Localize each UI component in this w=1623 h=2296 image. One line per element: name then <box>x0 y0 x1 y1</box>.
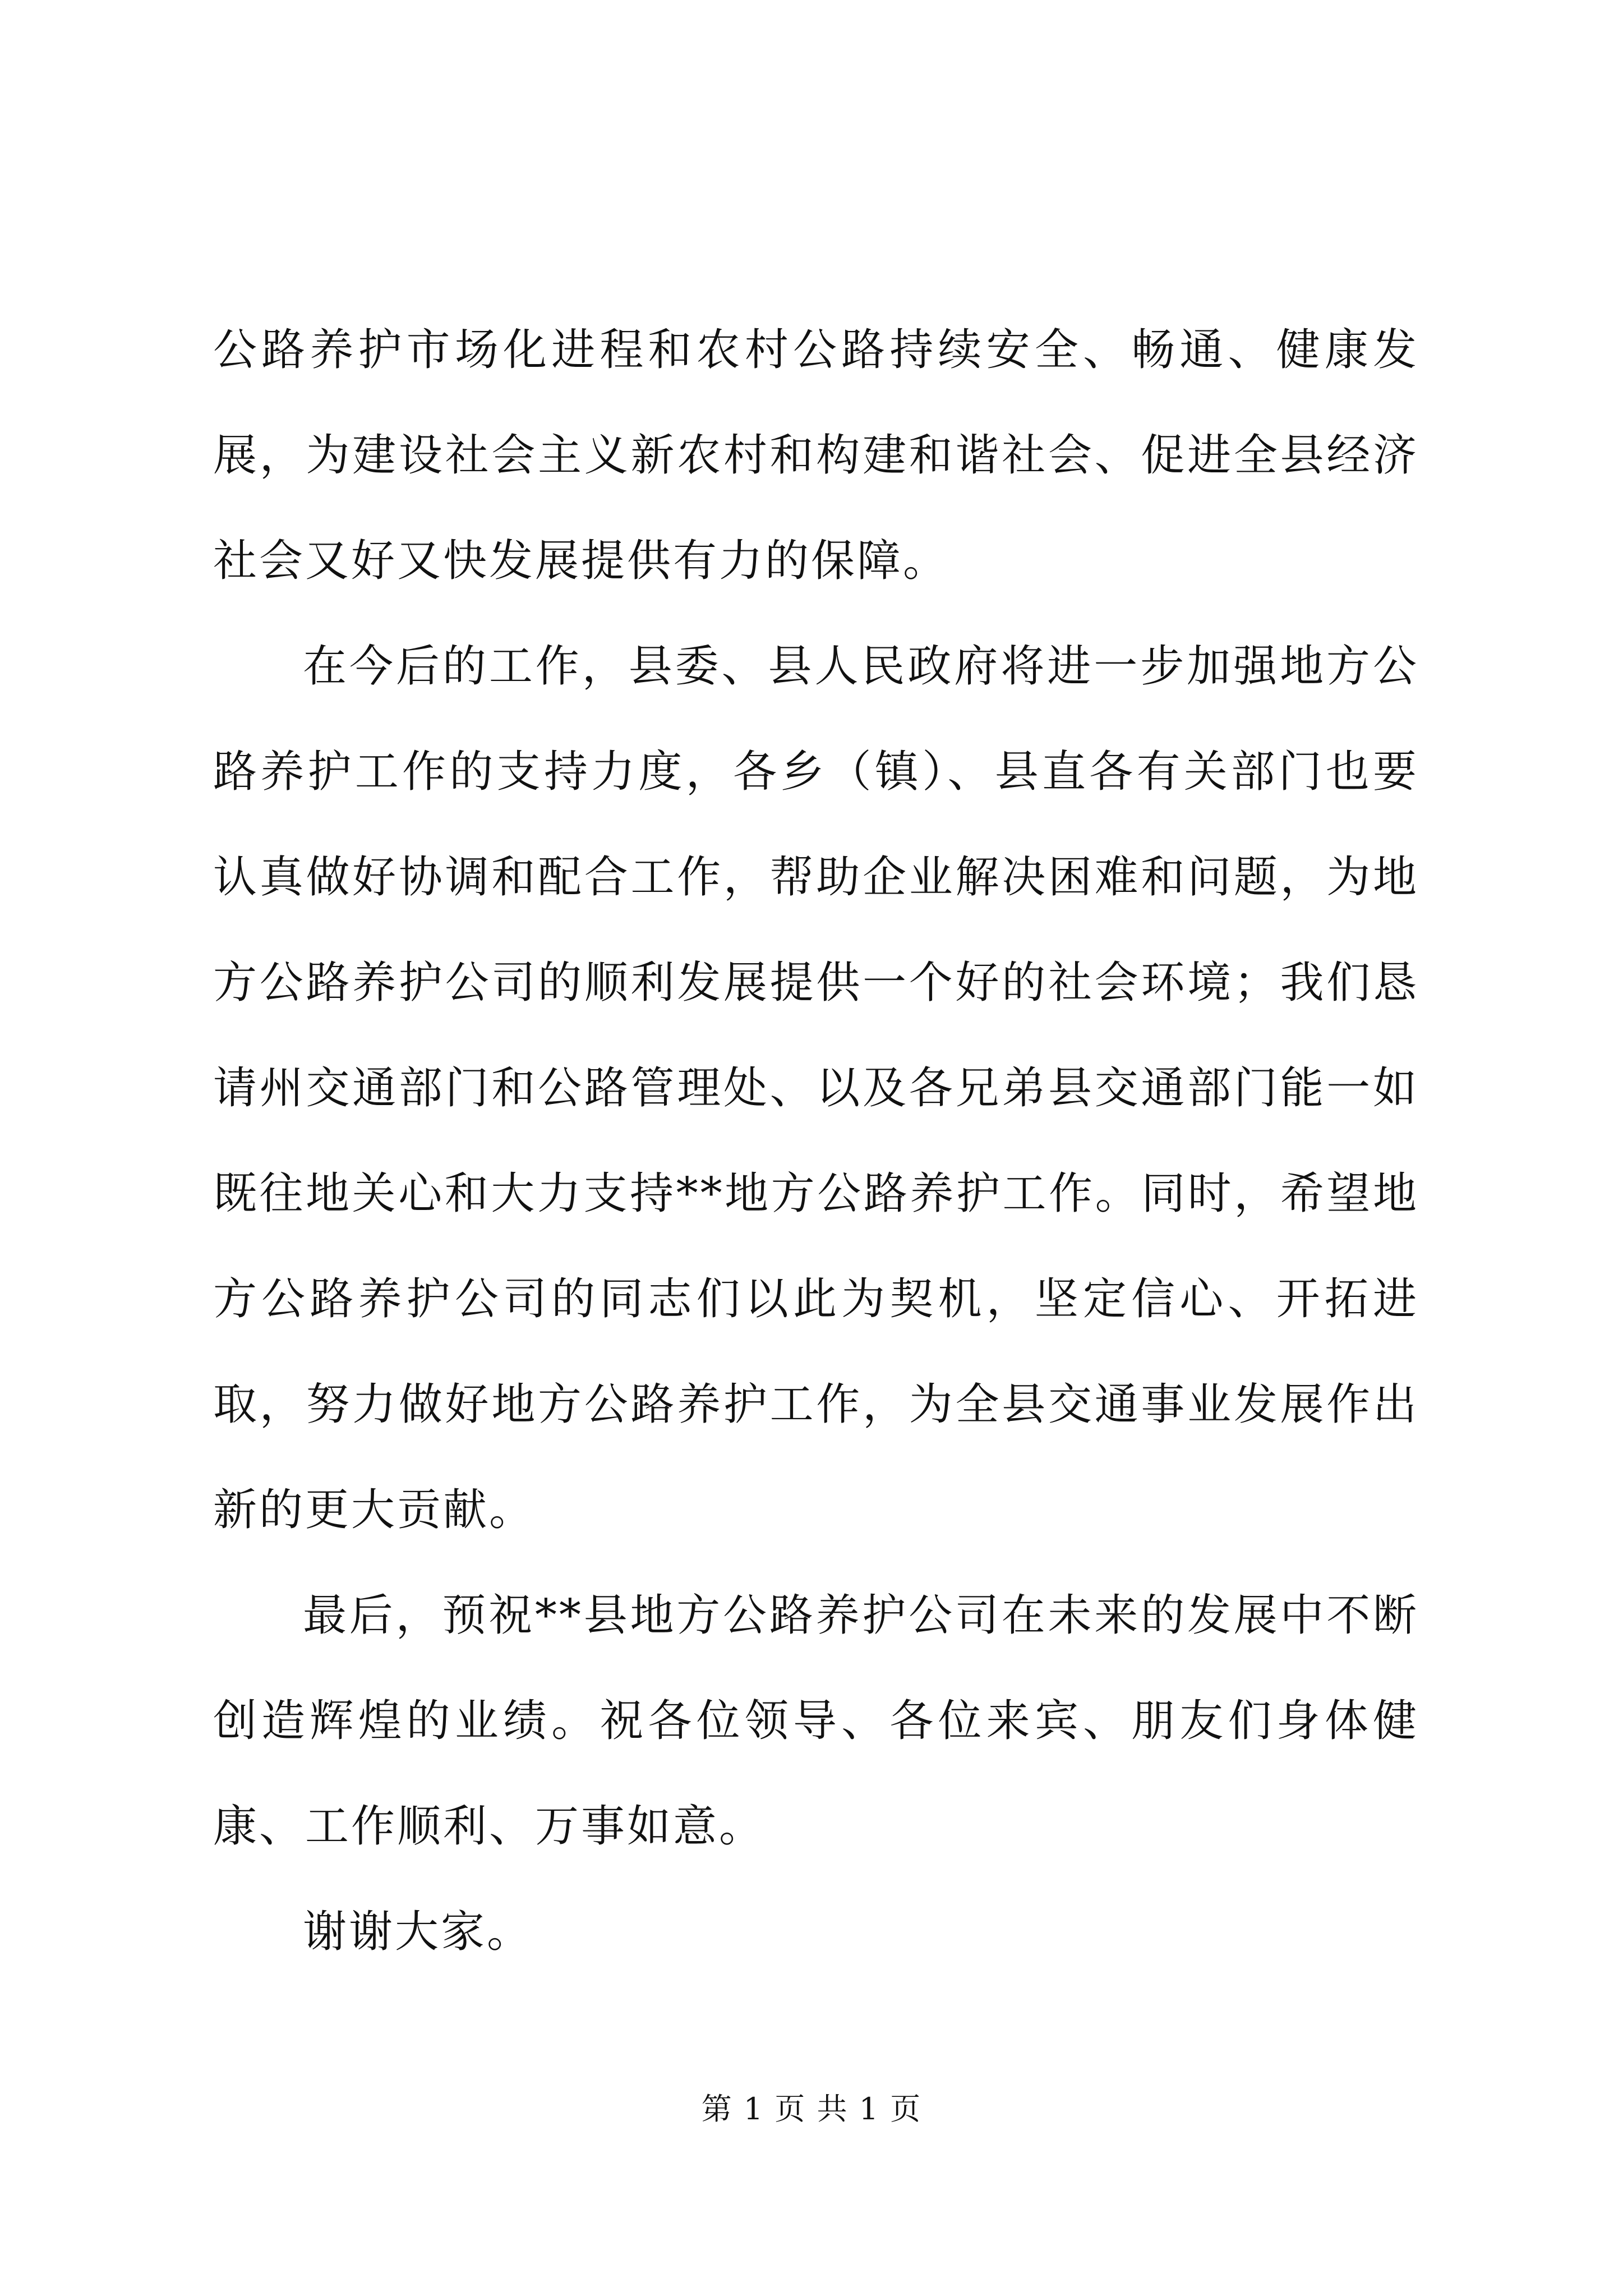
paragraph-future-work: 在今后的工作，县委、县人民政府将进一步加强地方公路养护工作的支持力度，各乡（镇）、县直各有关部门也要认真做好协调和配合工作，帮助企业解决困难和问题，为地方公路养护公司的顺利发展提供一个好的社会环境；我们恳请州交通部门和公路管理处、以及各兄弟县交通部门能一如既往地关心和大力支持**地方公路养护工作。同时，希望地方公路养护公司的同志们以此为契机，坚定信心、开拓进取，努力做好地方公路养护工作，为全县交通事业发展作出新的更大贡献。 <box>213 641 1419 1535</box>
paragraph-thanks: 谢谢大家。 <box>303 1907 533 1957</box>
document-body <box>213 297 1419 1985</box>
paragraph-continuation: 公路养护市场化进程和农村公路持续安全、畅通、健康发展，为建设社会主义新农村和构建和谐社会、促进全县经济社会又好又快发展提供有力的保障。 <box>213 325 1419 586</box>
page-number-footer: 第 1 页 共 1 页 <box>701 2091 922 2127</box>
paragraph-closing-wishes: 最后，预祝**县地方公路养护公司在未来的发展中不断创造辉煌的业绩。祝各位领导、各位来宾、朋友们身体健康、工作顺利、万事如意。 <box>213 1590 1419 1852</box>
